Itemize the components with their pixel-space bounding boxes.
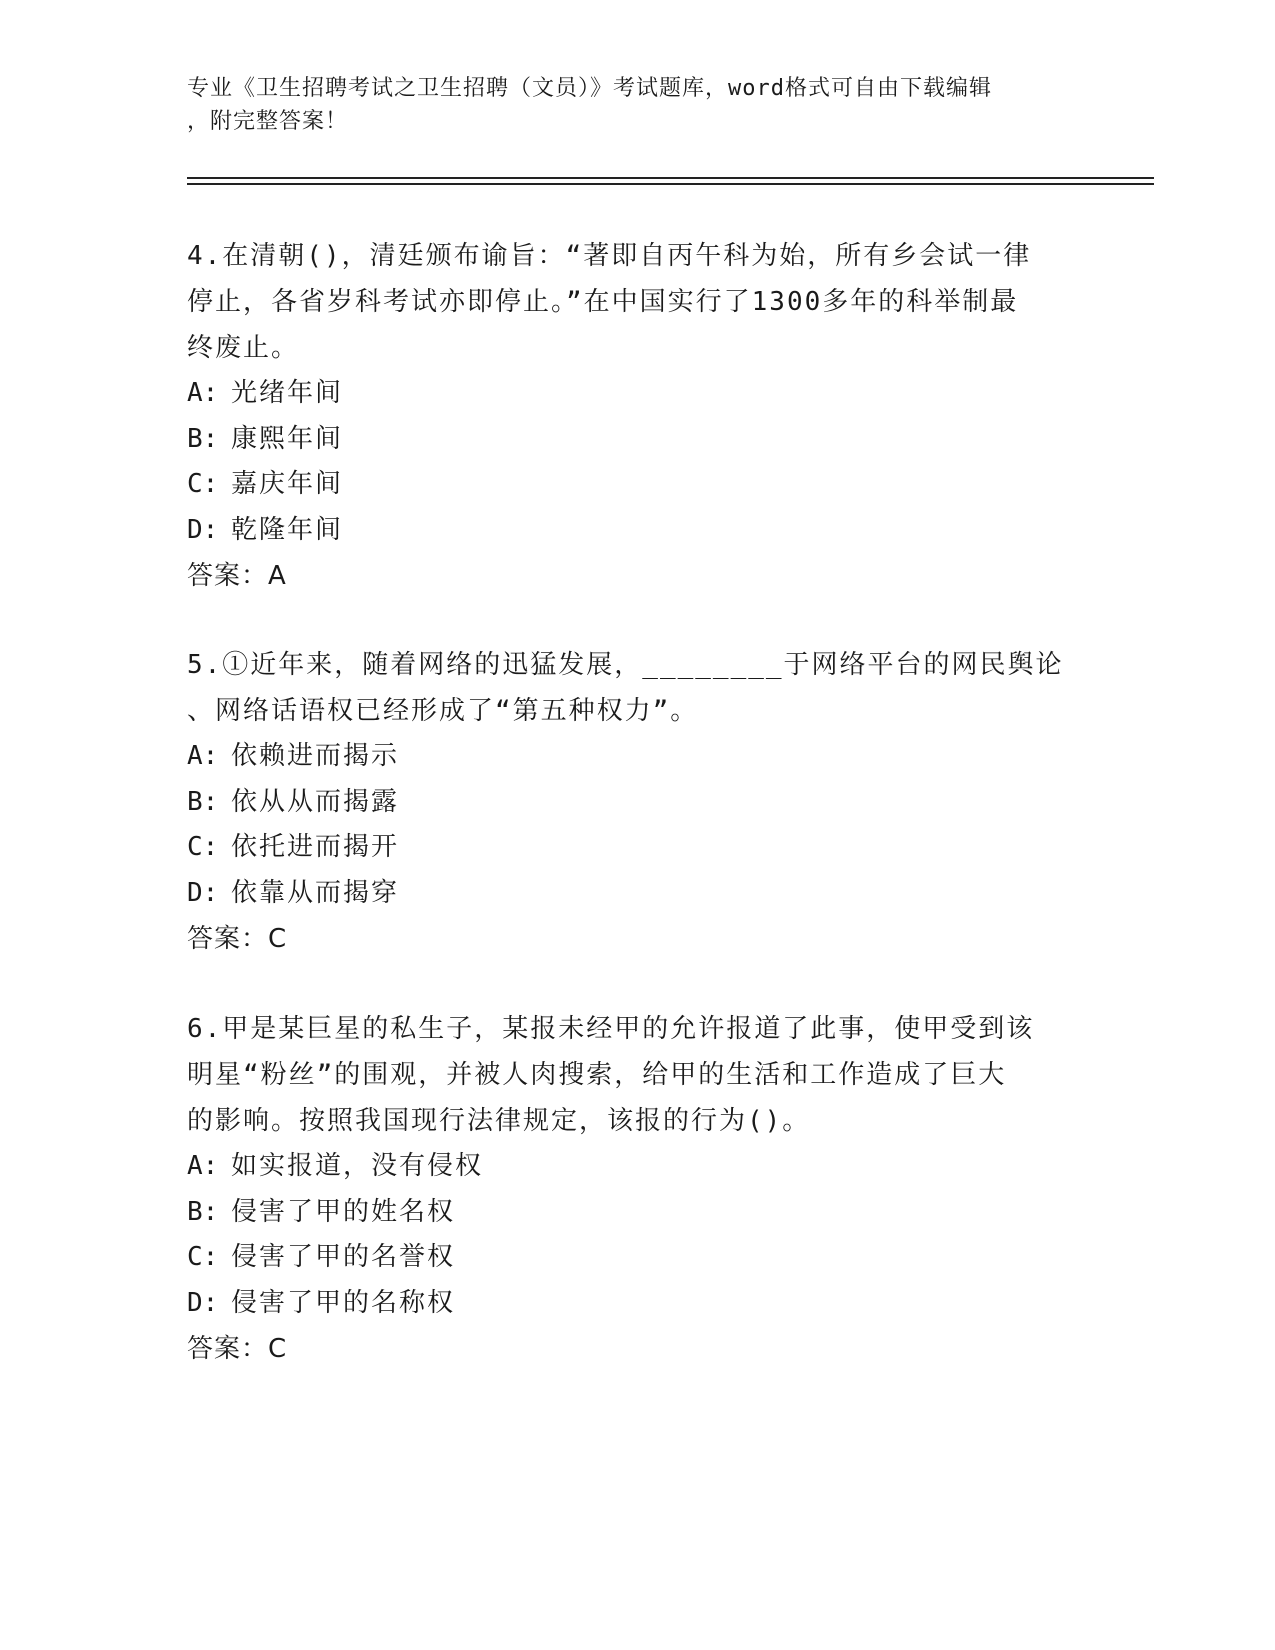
option-letter: B: bbox=[187, 786, 219, 817]
option-letter: D: bbox=[187, 514, 219, 545]
option-c bbox=[187, 1235, 1087, 1281]
option-d bbox=[187, 508, 1087, 554]
option-d bbox=[187, 871, 1087, 917]
option-letter: C: bbox=[187, 1242, 219, 1272]
option-letter: A: bbox=[187, 1151, 219, 1181]
option-b bbox=[187, 1190, 1087, 1236]
option-text: 依靠从而揭穿 bbox=[231, 877, 400, 908]
question-text-line: 、网络话语权已经形成了“第五种权力”。 bbox=[187, 696, 699, 726]
header-divider-top bbox=[187, 177, 1154, 179]
option-letter: D: bbox=[187, 877, 219, 908]
question-text-line: 4.在清朝()，清廷颁布谕旨：“著即自丙午科为始，所有乡会试一律 bbox=[187, 241, 1032, 271]
question-4 bbox=[187, 233, 1087, 599]
option-letter: C: bbox=[187, 832, 219, 862]
option-text: 侵害了甲的名称权 bbox=[231, 1287, 456, 1318]
option-a bbox=[187, 371, 1087, 417]
option-text: 侵害了甲的名誉权 bbox=[231, 1242, 456, 1272]
option-letter: A: bbox=[187, 741, 219, 771]
header-line-1: 专业《卫生招聘考试之卫生招聘（文员）》考试题库，word格式可自由下载编辑 bbox=[187, 76, 992, 101]
option-a bbox=[187, 734, 1087, 780]
answer-line: 答案：C bbox=[187, 1334, 288, 1364]
option-text: 光绪年间 bbox=[231, 378, 344, 408]
option-text: 依托进而揭开 bbox=[231, 832, 400, 862]
option-c bbox=[187, 462, 1087, 508]
answer-line: 答案：A bbox=[187, 561, 287, 591]
header-divider-bottom bbox=[187, 183, 1154, 185]
option-text: 嘉庆年间 bbox=[231, 469, 344, 499]
question-text-line: 5.①近年来，随着网络的迅猛发展，________于网络平台的网民舆论 bbox=[187, 650, 1064, 680]
option-text: 如实报道，没有侵权 bbox=[231, 1151, 484, 1181]
option-text: 依从从而揭露 bbox=[231, 786, 400, 817]
option-letter: B: bbox=[187, 1196, 219, 1227]
option-b bbox=[187, 780, 1087, 826]
question-5 bbox=[187, 642, 1087, 962]
option-text: 依赖进而揭示 bbox=[231, 741, 400, 771]
option-b bbox=[187, 417, 1087, 463]
question-text-line: 停止，各省岁科考试亦即停止。”在中国实行了1300多年的科举制最 bbox=[187, 287, 1019, 317]
option-letter: D: bbox=[187, 1287, 219, 1318]
option-letter: C: bbox=[187, 469, 219, 499]
option-text: 康熙年间 bbox=[231, 423, 344, 454]
question-text-line: 的影响。按照我国现行法律规定，该报的行为()。 bbox=[187, 1106, 811, 1136]
option-letter: A: bbox=[187, 378, 219, 408]
question-6 bbox=[187, 1006, 1087, 1372]
option-d bbox=[187, 1281, 1087, 1327]
question-text-line: 6.甲是某巨星的私生子，某报未经甲的允许报道了此事，使甲受到该 bbox=[187, 1014, 1035, 1044]
question-text-line: 终废止。 bbox=[187, 333, 300, 363]
option-text: 乾隆年间 bbox=[231, 514, 344, 545]
option-a bbox=[187, 1144, 1087, 1190]
option-text: 侵害了甲的姓名权 bbox=[231, 1196, 456, 1227]
option-letter: B: bbox=[187, 423, 219, 454]
document-header bbox=[187, 72, 1087, 138]
option-c bbox=[187, 825, 1087, 871]
question-text-line: 明星“粉丝”的围观，并被人肉搜索，给甲的生活和工作造成了巨大 bbox=[187, 1060, 1007, 1090]
header-line-2: ，附完整答案！ bbox=[187, 109, 349, 134]
answer-line: 答案：C bbox=[187, 924, 288, 954]
